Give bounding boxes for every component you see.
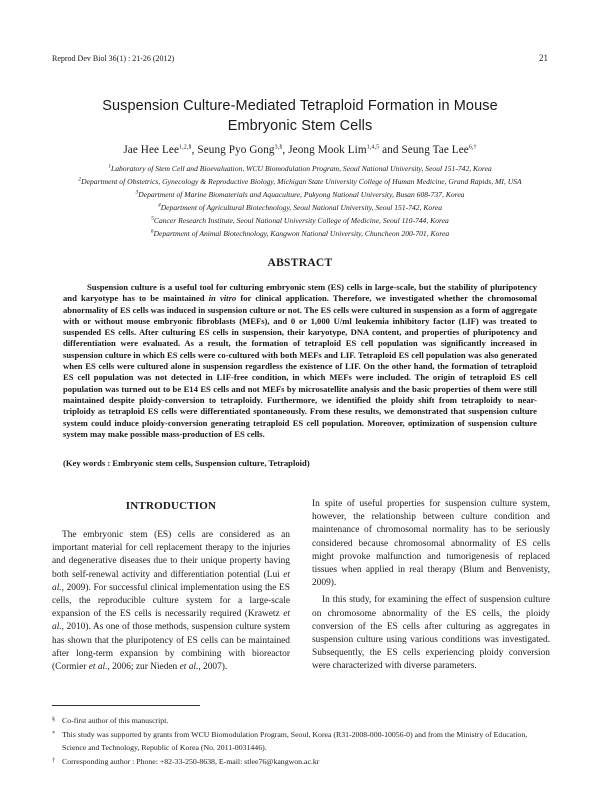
author-separator: , [282, 144, 289, 156]
affiliation-text: Laboratory of Stem Cell and Bioevaluation, WCU Biomodulation Program, Seoul National University, Seoul 151-742, Korea [110, 164, 492, 173]
title-line-2: Embryonic Stem Cells [227, 118, 373, 134]
et-al: et al. [179, 662, 199, 673]
affiliation-list [30, 162, 570, 240]
affiliation-text: Department of Agricultural Biotechnology, Seoul National University, Seoul 151-742, Korea [160, 203, 443, 212]
introduction-left-column [52, 529, 290, 674]
affiliation-number: 3 [135, 189, 139, 196]
introduction-paragraph: In this study, for examining the effect of suspension culture on chromosome abnormality of the ES cells, the ploidy conversion of the ES cells after culturing as aggregates in suspension culture using various conditions was investigated. Subsequently, the ES cells experiencing ploidy conversion were characterized with diverse parameters. [312, 595, 550, 672]
affiliation-number: 2 [78, 176, 82, 183]
affiliation-number: 4 [157, 202, 161, 209]
author-affiliation-mark: 1,4,5 [366, 144, 380, 151]
affiliation-number: 1 [108, 163, 111, 170]
text-run: , 2007). [198, 662, 228, 673]
affiliation-number: 6 [150, 228, 154, 235]
keywords: (Key words : Embryonic stem cells, Suspension culture, Tetraploid) [63, 458, 310, 468]
footnote-divider [52, 705, 200, 706]
et-al: et al. [88, 662, 108, 673]
footnote-mark: † [52, 757, 55, 764]
footnote-text: This study was supported by grants from WCU Biomodulation Program, Seoul, Korea (R31-2008-000-10056-0) and from the Ministry of Education, Science and Technology, Republic of Korea (No. 2011-0031446). [62, 729, 528, 752]
abstract-in-vitro: in vitro [208, 293, 237, 304]
author-name: Jeong Mook Lim [288, 144, 367, 156]
title-line-1: Suspension Culture-Mediated Tetraploid Formation in Mouse [102, 98, 498, 114]
footnotes [52, 714, 552, 768]
affiliation-item [30, 175, 570, 188]
footnote-mark: * [52, 730, 55, 737]
author-name: Seung Tae Lee [401, 144, 469, 156]
author-list [60, 143, 540, 157]
author-affiliation-mark: 1,2,§ [179, 144, 192, 151]
footnote-item [52, 755, 552, 769]
et-al: et al. [52, 569, 290, 593]
author-name: Jae Hee Lee [123, 144, 180, 156]
affiliation-item [30, 162, 570, 175]
abstract-part-2: for clinical application. Therefore, we investigated whether the chromosomal abnormality of ES cells was induced in suspension culture or not. The ES cells were cultured in suspension as a form of aggregate with or without mouse embryonic fibroblasts (MEFs), and 0 or 1,000 U/ml leukemia inhibitory factor (LIF) was treated to suspended ES cells. After culturing ES cells in suspension, their karyotype, DNA content, and properties of pluripotency and differentiation were evaluated. As a result, the formation of tetraploid ES cell population was significantly increased in suspension culture in which ES cells were co-cultured with both MEFs and LIF. Tetraploid ES cell population was also generated when ES cells were cultured alone in suspension regardless the existence of LIF. On the other hand, the formation of tetraploid ES cell population was not detected in LIF-free condition, in which MEFs were included. The origin of tetraploid ES cell population was turned out to be E14 ES cells and not MEFs by microsatellite analysis and the basic properties of them were still maintained despite ploidy-conversion to tetraploidy. Furthermore, we identified the ploidy shift from tetraploidy to near-triploidy as tetraploid ES cells were differentiated spontaneously. From these results, we demonstrated that suspension culture system could induce ploidy-conversion generating tetraploid ES cell population. Moreover, optimization of suspension culture system may make possible mass-production of ES cells. [63, 293, 538, 439]
affiliation-text: Department of Obstetrics, Gynecology & Reproductive Biology, Michigan State University College of Human Medicine, Grand Rapids, MI, USA [81, 177, 522, 186]
introduction-heading: INTRODUCTION [125, 500, 217, 512]
author-name: Seung Pyo Gong [197, 144, 275, 156]
et-al: et al. [52, 609, 290, 633]
footnote-text: Corresponding author : Phone: +82-33-250-8638, E-mail: stlee76@kangwon.ac.kr [62, 756, 320, 766]
footnote-item [52, 728, 552, 755]
affiliation-number: 5 [151, 215, 154, 222]
author-affiliation-mark: 3,§ [274, 144, 283, 151]
affiliation-item [30, 214, 570, 227]
introduction-paragraph: In spite of useful properties for suspension culture system, however, the relationship between culture condition and maintenance of chromosomal normality has to be seriously considered because chromosomal abnormality of ES cells might provoke malfunction and tumorigenesis of replaced tissues when applied in real therapy (Blum and Benvenisty, 2009). [312, 499, 550, 589]
footnote-text: Co-first author of this manuscript. [62, 716, 169, 725]
introduction-paragraph [52, 529, 290, 674]
author-conjunction: and [379, 144, 402, 156]
text-run: , 2006; zur Nieden [107, 662, 180, 673]
affiliation-text: Department of Marine Biomaterials and Aquaculture, Pukyong National University, Busan 608-737, Korea [138, 190, 465, 199]
page-number: 21 [539, 53, 548, 63]
text-run: The embryonic stem (ES) cells are considered as an important material for cell replacement therapy to the injuries and degenerative diseases due to their unique property having both self-renewal activity and differentiation potential (Lui [52, 530, 290, 580]
affiliation-text: Department of Animal Biotechnology, Kangwon National University, Chuncheon 200-701, Korea [153, 229, 450, 238]
text-run: , 2009). For successful clinical implementation using the ES cells, the reproducible culture system for a large-scale expansion of the ES cells is necessarily required (Krawetz [52, 582, 290, 620]
text-run: , 2010). As one of those methods, suspension culture system has shown that the pluripotency of ES cells can be maintained after long-term expansion by combining with bioreactor (Cormier [52, 622, 290, 673]
introduction-right-column [312, 498, 550, 674]
affiliation-item [30, 227, 570, 240]
footnote-mark: § [52, 717, 55, 723]
author-affiliation-mark: 6,† [468, 144, 477, 151]
abstract-heading: ABSTRACT [267, 257, 333, 269]
abstract-text [63, 282, 537, 440]
journal-citation: Reprod Dev Biol 36(1) : 21-26 (2012) [52, 54, 175, 63]
affiliation-text: Cancer Research Institute, Seoul National University College of Medicine, Seoul 110-744, Korea [153, 216, 449, 225]
author-separator: , [191, 144, 198, 156]
footnote-item [52, 714, 552, 728]
affiliation-item [30, 201, 570, 214]
abstract-part-1: Suspension culture is a useful tool for culturing embryonic stem (ES) cells in large-scale, but the stability of pluripotency and karyotype has to be maintained [63, 282, 537, 304]
paper-title [60, 96, 540, 136]
affiliation-item [30, 188, 570, 201]
